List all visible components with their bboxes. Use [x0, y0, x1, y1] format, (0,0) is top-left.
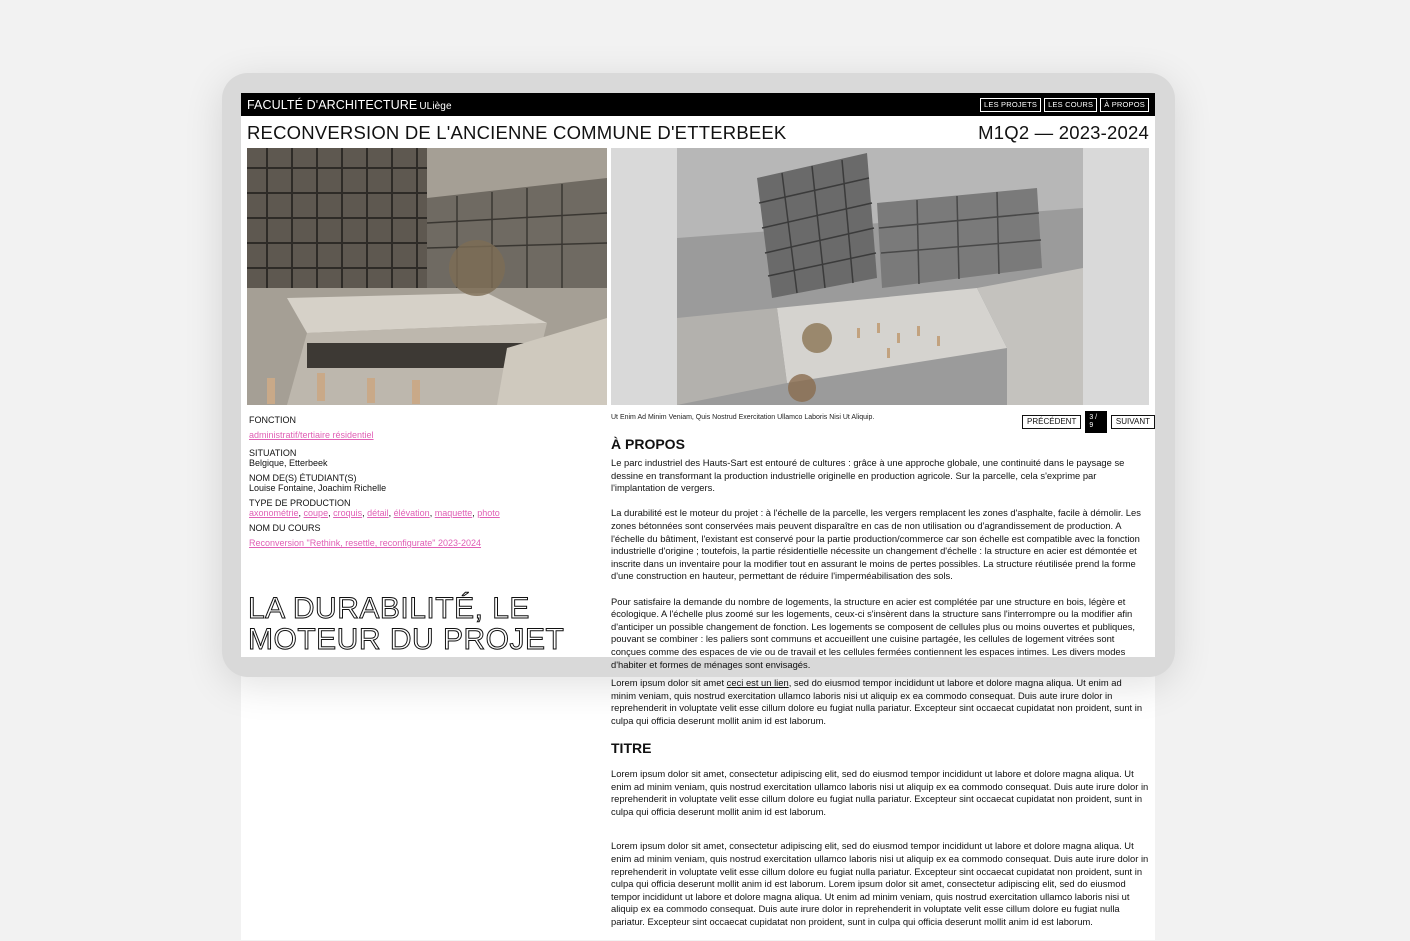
device-screen	[241, 93, 1155, 670]
production-link-photo[interactable]: photo	[477, 508, 500, 518]
about-title: À PROPOS	[611, 436, 685, 452]
section-title: TITRE	[611, 739, 652, 756]
nav-projects[interactable]: LES PROJETS	[980, 98, 1041, 112]
top-bar	[241, 93, 1155, 116]
previous-button[interactable]: PRÉCÉDENT	[1022, 415, 1081, 429]
section-paragraph-1: Lorem ipsum dolor sit amet, consectetur adipiscing elit, sed do eiusmod tempor incididunt ut labore et dolore magna aliqua. Ut enim ad minim veniam, quis nostrud exercitation ullamco laboris nisi ut aliquip ex ea commodo consequat. Duis aute irure dolor in reprehenderit in voluptate velit esse cillum dolore eu fugiat nulla pariatur. Excepteur sint occaecat cupidatat non proident, sunt in culpa qui officia deserunt mollit anim id est laborum.	[611, 767, 1149, 817]
project-photo-right[interactable]	[611, 148, 1149, 405]
production-list: axonométrie, coupe, croquis, détail, élévation, maquette, photo	[249, 508, 500, 518]
model-photo-right-illustration	[677, 148, 1083, 405]
students-value: Louise Fontaine, Joachim Richelle	[249, 483, 387, 493]
situation-label: SITUATION	[249, 448, 297, 458]
below-content	[611, 677, 1149, 941]
project-title: RECONVERSION DE L'ANCIENNE COMMUNE D'ETTERBEEK	[247, 122, 787, 143]
next-button[interactable]: SUIVANT	[1111, 415, 1155, 429]
about-paragraph-2: La durabilité est le moteur du projet : à l'échelle de la parcelle, les vergers remplacent les zones d'asphalte, facile à démolir. Les zones bétonnées sont conservées mais peuvent disparaître en cas de non utilisation ou d'agrandissement de production. A l'échelle du bâtiment, l'existant est conservé pour la partie production/commerce car son échelle est compatible avec la fonction industrielle d'origine ; toutefois, la partie résidentielle nécessite un changement d'échelle : la structure en acier est démontée et inscrite dans un inventaire pour la modifier tout en assurant le moins de pertes possibles. La structure réutilisée prend la forme d'une construction en hauteur, permettant de réduire l'imperméabilisation des sols.	[611, 507, 1141, 582]
about-paragraph-3: Pour satisfaire la demande du nombre de logements, la structure en acier est complétée par une structure en bois, légère et écologique. A l'échelle plus zoomé sur les logements, ceux-ci s'insèrent dans la structure sans l'interrompre ou la modifier afin d'anticiper un possible changement de fonction. Les logements se composent de cellules plus ou moins ouvertes et publiques, pouvant se combiner : les paliers sont communs et accueillent une cuisine partagée, les cellules de logement vitrées sont conçues comme des espaces de vie ou de travail et les cellules fermées contiennent les espaces intimes. Les divers modes d'habiter et formes de ménages sont envisagés.	[611, 595, 1135, 670]
fonction-label: FONCTION	[249, 415, 296, 425]
headline-line-2: MOTEUR DU PROJET	[248, 623, 565, 656]
production-link-coupe[interactable]: coupe	[303, 508, 329, 518]
gallery-pager	[1022, 411, 1155, 433]
brand-logo[interactable]	[247, 98, 452, 112]
project-title-row	[247, 122, 1149, 144]
model-photo-right	[677, 148, 1083, 405]
device-frame	[222, 73, 1175, 677]
about-paragraph-4: Lorem ipsum dolor sit amet ceci est un lien, sed do eiusmod tempor incididunt ut labore et dolore magna aliqua. Ut enim ad minim veniam, quis nostrud exercitation ullamco laboris nisi ut aliquip ex ea commodo consequat. Duis aute irure dolor in reprehenderit in voluptate velit esse cillum dolore eu fugiat nulla pariatur. Excepteur sint occaecat cupidatat non proident, sunt in culpa qui officia deserunt mollit anim id est laborum.	[611, 677, 1143, 726]
model-photo-left-illustration	[247, 148, 607, 405]
main-nav	[980, 98, 1149, 112]
inline-link[interactable]: ceci est un lien	[726, 677, 789, 688]
situation-value: Belgique, Etterbeek	[249, 458, 328, 468]
headline-line-1: LA DURABILITÉ, LE	[248, 592, 530, 625]
production-link-axonometrie[interactable]: axonométrie	[249, 508, 299, 518]
fonction-link[interactable]: administratif/tertiaire résidentiel	[249, 430, 374, 440]
gallery-counter: 3 / 9	[1085, 411, 1107, 433]
project-photo-left[interactable]	[247, 148, 607, 405]
production-link-croquis[interactable]: croquis	[333, 508, 363, 518]
project-term: M1Q2 — 2023-2024	[978, 122, 1149, 143]
about-section	[611, 436, 1149, 684]
students-label: NOM DE(S) ÉTUDIANT(S)	[249, 473, 357, 483]
nav-courses[interactable]: LES COURS	[1044, 98, 1097, 112]
nav-about[interactable]: À PROPOS	[1100, 98, 1149, 112]
section-paragraph-2: Lorem ipsum dolor sit amet, consectetur adipiscing elit, sed do eiusmod tempor incididunt ut labore et dolore magna aliqua. Ut enim ad minim veniam, quis nostrud exercitation ullamco laboris nisi ut aliquip ex ea commodo consequat. Duis aute irure dolor in reprehenderit in voluptate velit esse cillum dolore eu fugiat nulla pariatur. Excepteur sint occaecat cupidatat non proident, sunt in culpa qui officia deserunt mollit anim id est laborum. Lorem ipsum dolor sit amet, consectetur adipiscing elit, sed do eiusmod tempor incididunt ut labore et dolore magna aliqua. Ut enim ad minim veniam, quis nostrud exercitation ullamco laboris nisi ut aliquip ex ea commodo consequat. Duis aute irure dolor in reprehenderit in voluptate velit esse cillum dolore eu fugiat nulla pariatur. Excepteur sint occaecat cupidatat non proident, sunt in culpa qui officia deserunt mollit anim id est laborum.	[611, 840, 1149, 927]
production-link-detail[interactable]: détail	[367, 508, 389, 518]
brand-title: FACULTÉ D'ARCHITECTURE	[247, 97, 418, 112]
about-paragraph-1: Le parc industriel des Hauts-Sart est entouré de cultures : grâce à une approche globale, une continuité dans le paysage se dessine en transformant la production industrielle originelle en production agricole. Sur la parcelle, cela s'exprime par l'implantation de vergers.	[611, 457, 1125, 494]
course-link[interactable]: Reconversion "Rethink, resettle, reconfigurate" 2023-2024	[249, 538, 482, 548]
production-link-maquette[interactable]: maquette	[434, 508, 473, 518]
production-link-elevation[interactable]: élévation	[393, 508, 430, 518]
production-label: TYPE DE PRODUCTION	[249, 498, 351, 508]
brand-university: ULiège	[419, 100, 452, 112]
gallery-caption: Ut Enim Ad Minim Veniam, Quis Nostrud Exercitation Ullamco Laboris Nisi Ut Aliquip.	[611, 414, 875, 421]
course-label: NOM DU COURS	[249, 523, 321, 533]
project-metadata	[249, 415, 589, 551]
project-headline	[248, 593, 608, 655]
